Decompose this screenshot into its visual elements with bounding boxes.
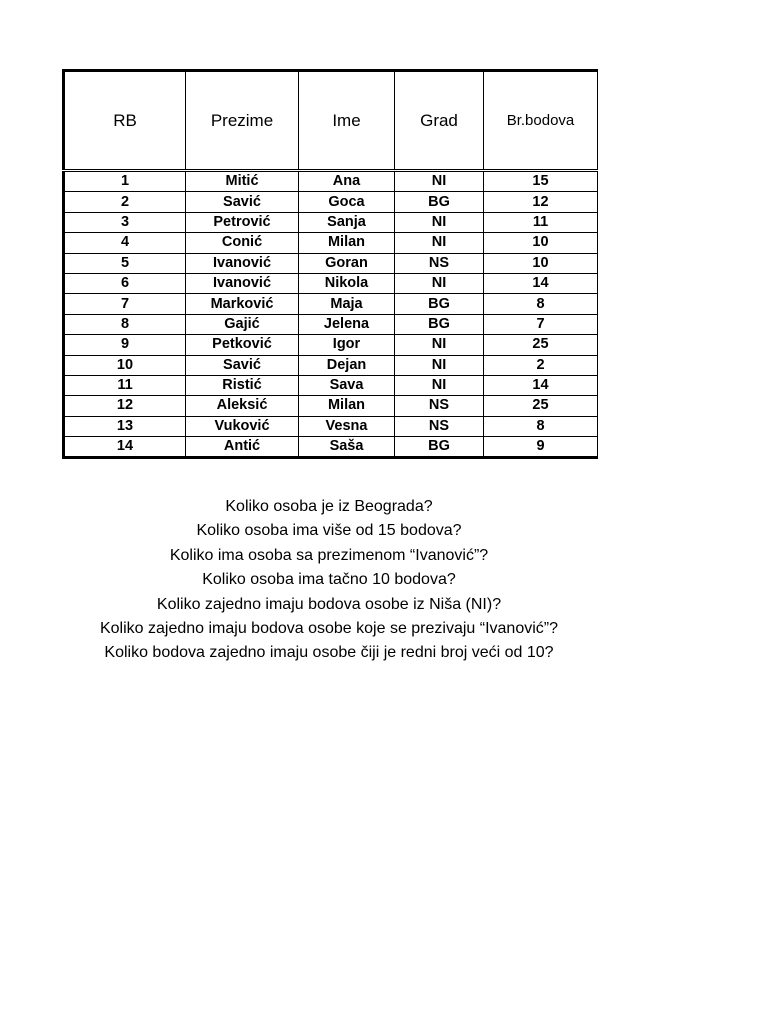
cell-grad: NI: [395, 212, 484, 232]
cell-grad: BG: [395, 192, 484, 212]
cell-bodova: 2: [484, 355, 598, 375]
cell-prezime: Savić: [186, 355, 299, 375]
cell-rb: 5: [64, 253, 186, 273]
cell-grad: NI: [395, 273, 484, 293]
table-row: [64, 273, 598, 293]
table-body: [64, 171, 598, 458]
header-rb: RB: [64, 71, 186, 171]
cell-ime: Saša: [299, 437, 395, 458]
cell-grad: BG: [395, 294, 484, 314]
question-line: Koliko bodova zajedno imaju osobe čiji je redni broj veći od 10?: [104, 644, 554, 662]
cell-rb: 6: [64, 273, 186, 293]
cell-bodova: 14: [484, 273, 598, 293]
table-row: [64, 294, 598, 314]
cell-rb: 3: [64, 212, 186, 232]
cell-bodova: 25: [484, 335, 598, 355]
cell-ime: Goran: [299, 253, 395, 273]
cell-prezime: Ivanović: [186, 253, 299, 273]
header-bodova: Br.bodova: [484, 71, 598, 171]
table-row: [64, 437, 598, 458]
table-row: [64, 212, 598, 232]
cell-grad: NS: [395, 253, 484, 273]
cell-prezime: Ristić: [186, 375, 299, 395]
header-grad: Grad: [395, 71, 484, 171]
table-row: [64, 416, 598, 436]
cell-rb: 14: [64, 437, 186, 458]
cell-grad: NI: [395, 375, 484, 395]
table-header-row: [64, 71, 598, 171]
cell-rb: 2: [64, 192, 186, 212]
table-row: [64, 335, 598, 355]
cell-ime: Ana: [299, 171, 395, 192]
cell-ime: Vesna: [299, 416, 395, 436]
cell-grad: NS: [395, 416, 484, 436]
cell-bodova: 7: [484, 314, 598, 334]
cell-ime: Goca: [299, 192, 395, 212]
cell-rb: 8: [64, 314, 186, 334]
questions-list: [0, 495, 658, 666]
cell-rb: 11: [64, 375, 186, 395]
cell-prezime: Ivanović: [186, 273, 299, 293]
cell-bodova: 15: [484, 171, 598, 192]
table-row: [64, 253, 598, 273]
cell-bodova: 8: [484, 416, 598, 436]
cell-bodova: 12: [484, 192, 598, 212]
header-ime: Ime: [299, 71, 395, 171]
table-row: [64, 314, 598, 334]
cell-grad: BG: [395, 437, 484, 458]
cell-ime: Maja: [299, 294, 395, 314]
cell-rb: 10: [64, 355, 186, 375]
cell-prezime: Mitić: [186, 171, 299, 192]
question-line: Koliko osoba ima tačno 10 bodova?: [202, 571, 456, 589]
cell-prezime: Gajić: [186, 314, 299, 334]
header-prezime: Prezime: [186, 71, 299, 171]
cell-prezime: Conić: [186, 233, 299, 253]
cell-bodova: 25: [484, 396, 598, 416]
cell-ime: Sava: [299, 375, 395, 395]
cell-rb: 1: [64, 171, 186, 192]
table-row: [64, 233, 598, 253]
table-row: [64, 396, 598, 416]
cell-grad: NI: [395, 171, 484, 192]
cell-ime: Milan: [299, 233, 395, 253]
cell-prezime: Aleksić: [186, 396, 299, 416]
cell-ime: Sanja: [299, 212, 395, 232]
cell-rb: 12: [64, 396, 186, 416]
cell-ime: Nikola: [299, 273, 395, 293]
cell-prezime: Vuković: [186, 416, 299, 436]
cell-rb: 7: [64, 294, 186, 314]
cell-grad: NS: [395, 396, 484, 416]
question-line: Koliko osoba je iz Beograda?: [225, 498, 433, 515]
cell-grad: BG: [395, 314, 484, 334]
cell-bodova: 14: [484, 375, 598, 395]
cell-bodova: 10: [484, 233, 598, 253]
cell-grad: NI: [395, 335, 484, 355]
cell-bodova: 11: [484, 212, 598, 232]
question-line: Koliko osoba ima više od 15 bodova?: [196, 522, 462, 540]
cell-rb: 4: [64, 233, 186, 253]
cell-ime: Dejan: [299, 355, 395, 375]
cell-prezime: Petković: [186, 335, 299, 355]
cell-bodova: 8: [484, 294, 598, 314]
students-table: [62, 69, 598, 459]
cell-rb: 9: [64, 335, 186, 355]
table-row: [64, 171, 598, 192]
cell-grad: NI: [395, 233, 484, 253]
cell-rb: 13: [64, 416, 186, 436]
cell-prezime: Antić: [186, 437, 299, 458]
question-line: Koliko ima osoba sa prezimenom “Ivanović”?: [169, 546, 489, 564]
cell-ime: Igor: [299, 335, 395, 355]
cell-prezime: Savić: [186, 192, 299, 212]
table-row: [64, 375, 598, 395]
table-row: [64, 192, 598, 212]
cell-bodova: 9: [484, 437, 598, 458]
question-line: Koliko zajedno imaju bodova osobe iz Niša (NI)?: [156, 595, 502, 613]
question-line: Koliko zajedno imaju bodova osobe koje se prezivaju “Ivanović”?: [99, 620, 559, 638]
table-row: [64, 355, 598, 375]
cell-prezime: Petrović: [186, 212, 299, 232]
cell-prezime: Marković: [186, 294, 299, 314]
cell-ime: Milan: [299, 396, 395, 416]
cell-grad: NI: [395, 355, 484, 375]
cell-bodova: 10: [484, 253, 598, 273]
cell-ime: Jelena: [299, 314, 395, 334]
